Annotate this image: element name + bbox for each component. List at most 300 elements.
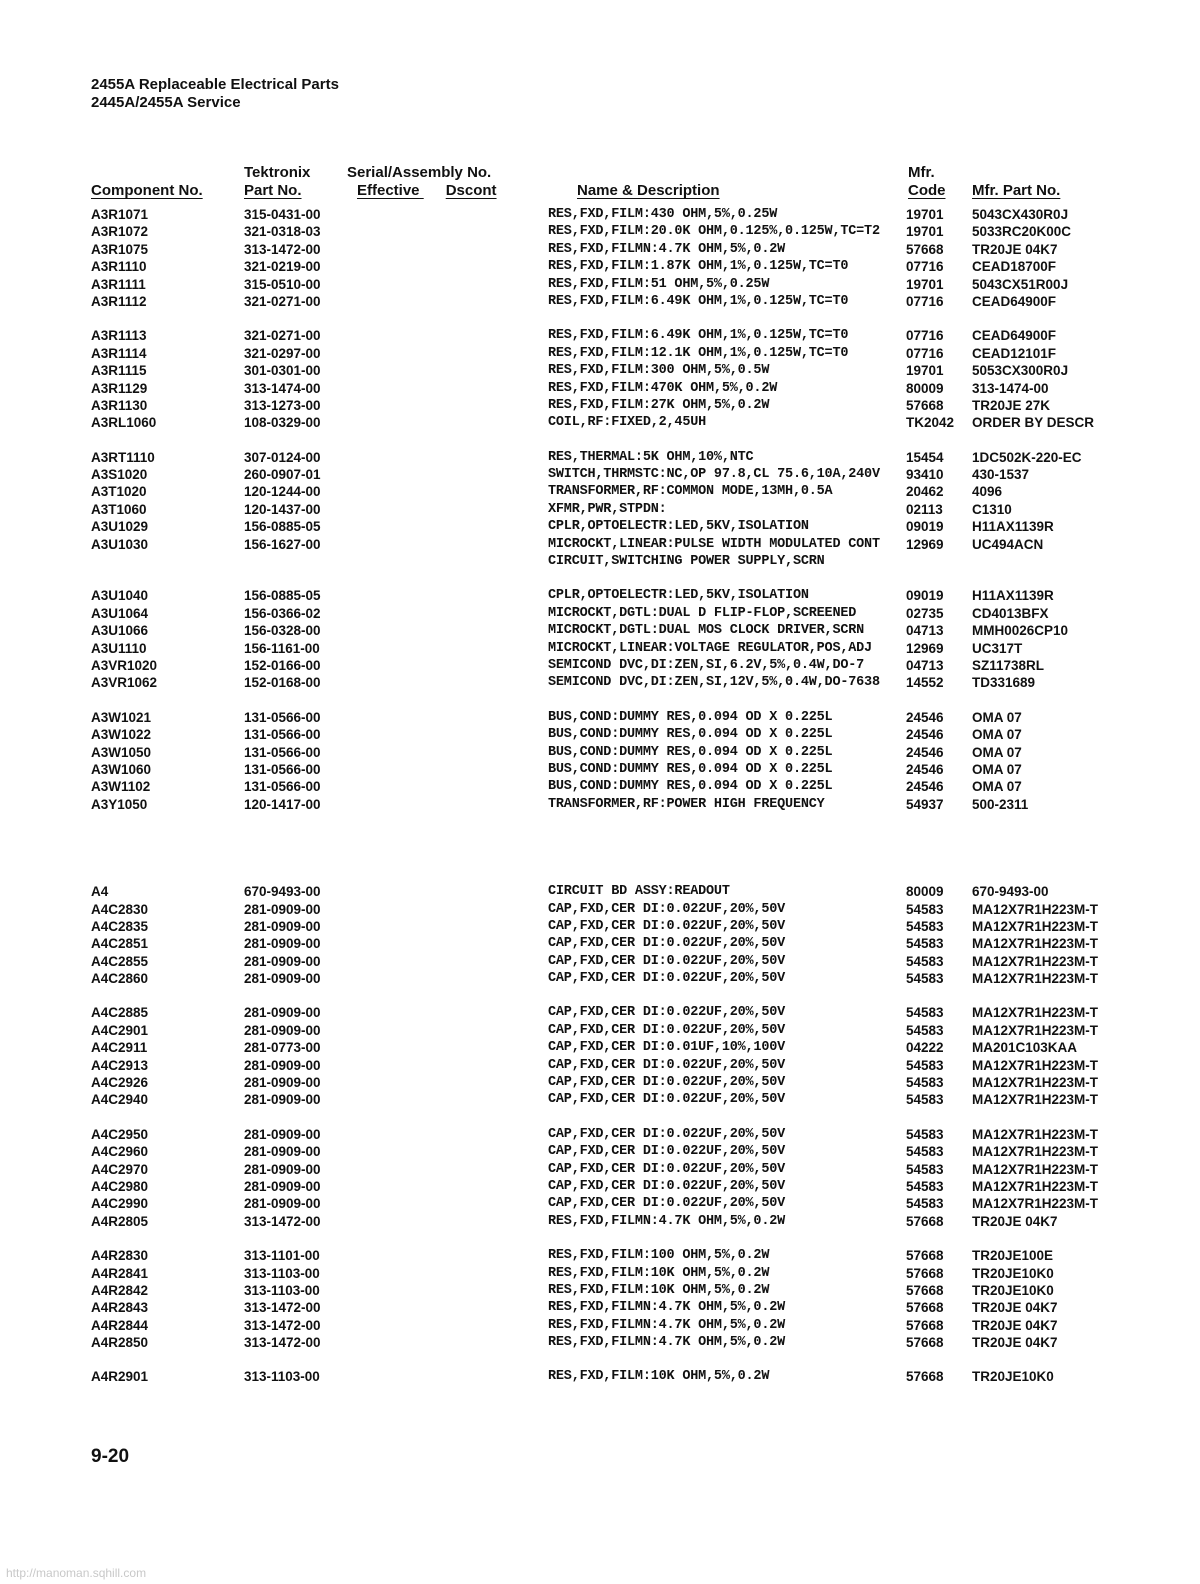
part-description: CAP,FXD,CER DI:0.022UF,20%,50V [548,1005,786,1021]
part-description: CAP,FXD,CER DI:0.022UF,20%,50V [548,1075,786,1091]
table-row [0,1335,1200,1352]
mfr-code: 04222 [906,1040,944,1056]
mfr-code: 54583 [906,918,944,934]
table-row [0,641,1200,658]
table-row [0,1266,1200,1283]
component-number: A3U1029 [91,519,149,535]
mfr-part-number: CEAD12101F [972,345,1057,361]
table-row [0,1023,1200,1040]
component-number: A3RT1110 [91,449,155,465]
tektronix-part-number: 281-0909-00 [244,1144,321,1160]
table-row [0,919,1200,936]
part-description: RES,FXD,FILM:27K OHM,5%,0.2W [548,397,770,413]
part-description: SEMICOND DVC,DI:ZEN,SI,12V,5%,0.4W,DO-7638 [548,675,880,691]
tektronix-part-number: 281-0909-00 [244,1022,321,1038]
component-number: A3R1072 [91,224,149,240]
part-description: BUS,COND:DUMMY RES,0.094 OD X 0.225L [548,709,833,725]
tektronix-part-number: 108-0329-00 [244,415,321,431]
table-row [0,884,1200,901]
mfr-code: 19701 [906,207,944,222]
tektronix-part-number: 260-0907-01 [244,467,321,483]
tektronix-part-number: 281-0909-00 [244,1196,321,1212]
table-row [0,1005,1200,1022]
mfr-code: 02113 [906,501,943,517]
mfr-code: 04713 [906,657,944,673]
table-row [0,658,1200,675]
mfr-part-number: 5043CX430R0J [972,207,1069,222]
mfr-part-number: UC317T [972,640,1023,656]
table-row [0,1092,1200,1109]
component-number: A3W1060 [91,761,152,777]
tektronix-part-number: 281-0909-00 [244,1005,321,1021]
table-row [0,1214,1200,1231]
table-row [0,242,1200,259]
part-description: CAP,FXD,CER DI:0.022UF,20%,50V [548,1144,786,1160]
part-description: RES,THERMAL:5K OHM,10%,NTC [548,449,754,465]
part-description: MICROCKT,LINEAR:PULSE WIDTH MODULATED CONT [548,536,880,552]
mfr-part-number: SZ11738RL [972,657,1045,673]
mfr-part-number: 313-1474-00 [972,380,1049,396]
page-header [91,76,339,112]
part-description: CAP,FXD,CER DI:0.01UF,10%,100V [548,1040,786,1056]
mfr-code: 57668 [906,1335,944,1351]
tektronix-part-number: 315-0510-00 [244,276,321,292]
component-number: A3R1110 [91,259,147,275]
table-row [0,1369,1200,1386]
tektronix-part-number: 156-0885-05 [244,588,321,604]
component-number: A3W1102 [91,779,151,795]
mfr-part-number: MA12X7R1H223M-T [972,1161,1099,1177]
table-row [0,971,1200,988]
mfr-part-number: TR20JE 04K7 [972,241,1058,257]
part-description: CIRCUIT,SWITCHING POWER SUPPLY,SCRN [548,554,825,570]
part-description: SEMICOND DVC,DI:ZEN,SI,6.2V,5%,0.4W,DO-7 [548,657,865,673]
tektronix-part-number: 313-1472-00 [244,1300,321,1316]
mfr-part-number: TR20JE10K0 [972,1369,1054,1385]
table-row [0,745,1200,762]
mfr-code: 54583 [906,1196,944,1212]
component-number: A3R1115 [91,363,147,379]
mfr-part-number: CEAD64900F [972,293,1057,309]
mfr-part-number: TR20JE10K0 [972,1282,1054,1298]
component-number: A4R2841 [91,1265,149,1281]
mfr-part-number: H11AX1139R [972,519,1054,535]
mfr-part-number: 5053CX300R0J [972,363,1069,379]
part-description: RES,FXD,FILMN:4.7K OHM,5%,0.2W [548,1317,786,1333]
mfr-part-number: OMA 07 [972,761,1022,777]
tektronix-part-number: 321-0219-00 [244,259,321,275]
mfr-part-number: 4096 [972,484,1003,500]
component-number: A4 [91,884,109,900]
tektronix-part-number: 281-0909-00 [244,1126,321,1142]
part-description: CPLR,OPTOELECTR:LED,5KV,ISOLATION [548,519,809,535]
mfr-part-number: MA12X7R1H223M-T [972,1022,1099,1038]
tektronix-part-number: 281-0909-00 [244,971,321,987]
mfr-code: 57668 [906,397,944,413]
mfr-code: 24546 [906,744,944,760]
component-number: A4C2911 [91,1040,148,1056]
part-description: CAP,FXD,CER DI:0.022UF,20%,50V [548,901,786,917]
part-description: RES,FXD,FILM:470K OHM,5%,0.2W [548,380,778,396]
mfr-part-number: TR20JE100E [972,1248,1054,1264]
component-number: A3VR1062 [91,675,158,691]
mfr-code: 80009 [906,380,944,396]
tektronix-part-number: 313-1472-00 [244,1213,321,1229]
mfr-part-number: 500-2311 [972,796,1029,812]
component-number: A4C2851 [91,936,149,952]
table-row [0,467,1200,484]
mfr-part-number: TD331689 [972,675,1036,691]
document-subtitle: 2445A/2455A Service [91,94,241,111]
component-number: A4R2901 [91,1369,149,1385]
table-row [0,363,1200,380]
part-description: CAP,FXD,CER DI:0.022UF,20%,50V [548,1092,786,1108]
column-header-effective: Effective [357,182,420,199]
mfr-part-number: OMA 07 [972,709,1022,725]
part-description: RES,FXD,FILM:1.87K OHM,1%,0.125W,TC=T0 [548,259,849,275]
tektronix-part-number: 156-0328-00 [244,623,321,639]
mfr-part-number: MA12X7R1H223M-T [972,1196,1099,1212]
mfr-part-number: 430-1537 [972,467,1030,483]
component-number: A3W1021 [91,709,152,725]
component-number: A4C2913 [91,1057,149,1073]
mfr-part-number: MA12X7R1H223M-T [972,1178,1099,1194]
mfr-code: 57668 [906,1213,944,1229]
component-number: A3R1129 [91,380,148,396]
component-number: A4C2980 [91,1178,149,1194]
component-number: A4C2950 [91,1126,149,1142]
tektronix-part-number: 313-1103-00 [244,1265,320,1281]
part-description: BUS,COND:DUMMY RES,0.094 OD X 0.225L [548,744,833,760]
mfr-code: 80009 [906,884,944,900]
component-number: A3U1066 [91,623,149,639]
column-header-description: Name & Description [577,182,720,199]
mfr-part-number: OMA 07 [972,727,1022,743]
column-header-dscont: Dscont [445,182,497,199]
mfr-code: 07716 [906,293,944,309]
tektronix-part-number: 321-0318-03 [244,224,321,240]
table-row [0,346,1200,363]
part-description: RES,FXD,FILMN:4.7K OHM,5%,0.2W [548,1335,786,1351]
table-row [0,450,1200,467]
mfr-part-number: MA201C103KAA [972,1040,1078,1056]
component-number: A3U1040 [91,588,149,604]
tektronix-part-number: 281-0773-00 [244,1040,321,1056]
table-row [0,259,1200,276]
mfr-part-number: CEAD18700F [972,259,1057,275]
table-row [0,1196,1200,1213]
tektronix-part-number: 131-0566-00 [244,744,321,760]
mfr-part-number: MA12X7R1H223M-T [972,1057,1099,1073]
mfr-part-number: TR20JE 27K [972,397,1051,413]
table-row [0,519,1200,536]
table-row [0,294,1200,311]
mfr-code: 54583 [906,953,944,969]
mfr-code: TK2042 [906,415,955,431]
component-number: A4C2830 [91,901,149,917]
table-row [0,502,1200,519]
table-row [0,1058,1200,1075]
tektronix-part-number: 315-0431-00 [244,207,321,222]
component-number: A3S1020 [91,467,148,483]
mfr-code: 07716 [906,328,944,344]
mfr-part-number: MA12X7R1H223M-T [972,901,1099,917]
mfr-code: 54583 [906,936,944,952]
table-row [0,710,1200,727]
mfr-part-number: TR20JE10K0 [972,1265,1054,1281]
table-row [0,762,1200,779]
part-description: RES,FXD,FILM:300 OHM,5%,0.5W [548,363,770,379]
column-header-mfr-code: Mfr. Code [908,164,946,199]
table-row [0,537,1200,554]
mfr-part-number: TR20JE 04K7 [972,1300,1058,1316]
part-description: RES,FXD,FILM:10K OHM,5%,0.2W [548,1282,770,1298]
table-row [0,1127,1200,1144]
tektronix-part-number: 120-1437-00 [244,501,321,517]
tektronix-part-number: 152-0168-00 [244,675,321,691]
mfr-part-number: 1DC502K-220-EC [972,449,1082,465]
mfr-part-number: MA12X7R1H223M-T [972,1005,1099,1021]
part-description: BUS,COND:DUMMY RES,0.094 OD X 0.225L [548,761,833,777]
tektronix-part-number: 281-0909-00 [244,1178,321,1194]
mfr-code: 09019 [906,588,944,604]
component-number: A3U1030 [91,536,149,552]
part-description: RES,FXD,FILM:10K OHM,5%,0.2W [548,1265,770,1281]
mfr-part-number: 5033RC20K00C [972,224,1072,240]
mfr-code: 04713 [906,623,944,639]
part-description: RES,FXD,FILM:6.49K OHM,1%,0.125W,TC=T0 [548,328,849,344]
table-row [0,1283,1200,1300]
tektronix-part-number: 156-0366-02 [244,605,321,621]
mfr-code: 54583 [906,1178,944,1194]
table-row [0,381,1200,398]
mfr-part-number: 670-9493-00 [972,884,1049,900]
column-header-tektronix-part: Tektronix Part No. [244,164,311,199]
part-description: XFMR,PWR,STPDN: [548,501,667,517]
table-row [0,1300,1200,1317]
component-number: A3R1071 [91,207,149,222]
part-description: RES,FXD,FILM:10K OHM,5%,0.2W [548,1369,770,1385]
table-row [0,779,1200,796]
part-description: BUS,COND:DUMMY RES,0.094 OD X 0.225L [548,779,833,795]
tektronix-part-number: 313-1103-00 [244,1369,320,1385]
part-description: BUS,COND:DUMMY RES,0.094 OD X 0.225L [548,727,833,743]
mfr-code: 02735 [906,605,944,621]
tektronix-part-number: 281-0909-00 [244,1092,321,1108]
mfr-part-number: MA12X7R1H223M-T [972,918,1099,934]
mfr-code: 54583 [906,1005,944,1021]
mfr-code: 57668 [906,1369,944,1385]
mfr-code: 57668 [906,241,944,257]
mfr-code: 54583 [906,1092,944,1108]
tektronix-part-number: 313-1273-00 [244,397,321,413]
part-description: CAP,FXD,CER DI:0.022UF,20%,50V [548,936,786,952]
tektronix-part-number: 120-1417-00 [244,796,321,812]
component-number: A4C2860 [91,971,149,987]
mfr-code: 54937 [906,796,944,812]
tektronix-part-number: 281-0909-00 [244,953,321,969]
tektronix-part-number: 120-1244-00 [244,484,321,500]
mfr-code: 54583 [906,1075,944,1091]
component-number: A4C2990 [91,1196,149,1212]
part-description: CIRCUIT BD ASSY:READOUT [548,884,730,900]
column-header-component: Component No. [91,182,203,199]
mfr-part-number: H11AX1139R [972,588,1054,604]
component-number: A4C2940 [91,1092,149,1108]
part-description: RES,FXD,FILM:51 OHM,5%,0.25W [548,276,770,292]
mfr-part-number: MA12X7R1H223M-T [972,1092,1099,1108]
part-description: RES,FXD,FILMN:4.7K OHM,5%,0.2W [548,1213,786,1229]
part-description: TRANSFORMER,RF:COMMON MODE,13MH,0.5A [548,484,833,500]
component-number: A3W1050 [91,744,152,760]
component-number: A4C2901 [91,1022,149,1038]
tektronix-part-number: 281-0909-00 [244,1057,321,1073]
table-row [0,1179,1200,1196]
mfr-part-number: MA12X7R1H223M-T [972,1075,1099,1091]
table-row [0,727,1200,744]
tektronix-part-number: 156-1161-00 [244,640,320,656]
component-number: A4R2830 [91,1248,149,1264]
tektronix-part-number: 670-9493-00 [244,884,321,900]
component-number: A3T1020 [91,484,147,500]
component-number: A4R2844 [91,1317,149,1333]
mfr-code: 54583 [906,1161,944,1177]
part-description: RES,FXD,FILMN:4.7K OHM,5%,0.2W [548,1300,786,1316]
mfr-code: 54583 [906,901,944,917]
table-row [0,1075,1200,1092]
part-description: CAP,FXD,CER DI:0.022UF,20%,50V [548,1057,786,1073]
mfr-code: 09019 [906,519,944,535]
component-number: A3R1114 [91,345,147,361]
mfr-code: 24546 [906,761,944,777]
mfr-part-number: CEAD64900F [972,328,1057,344]
tektronix-part-number: 152-0166-00 [244,657,321,673]
table-row [0,954,1200,971]
mfr-part-number: MA12X7R1H223M-T [972,971,1099,987]
tektronix-part-number: 281-0909-00 [244,1161,321,1177]
component-number: A3T1060 [91,501,147,517]
tektronix-part-number: 321-0271-00 [244,328,321,344]
tektronix-part-number: 131-0566-00 [244,761,321,777]
part-description: CAP,FXD,CER DI:0.022UF,20%,50V [548,1161,786,1177]
mfr-code: 57668 [906,1265,944,1281]
part-description: RES,FXD,FILM:6.49K OHM,1%,0.125W,TC=T0 [548,293,849,309]
column-header-serial: Serial/Assembly No. Effective Dscont [347,164,497,199]
tektronix-part-number: 313-1472-00 [244,1335,321,1351]
mfr-part-number: TR20JE 04K7 [972,1317,1058,1333]
mfr-code: 57668 [906,1282,944,1298]
table-row [0,207,1200,224]
mfr-code: 20462 [906,484,944,500]
mfr-code: 57668 [906,1248,944,1264]
tektronix-part-number: 281-0909-00 [244,918,321,934]
component-number: A4R2850 [91,1335,149,1351]
component-number: A3RL1060 [91,415,157,431]
part-description: COIL,RF:FIXED,2,45UH [548,415,707,431]
component-number: A4C2885 [91,1005,149,1021]
table-row [0,797,1200,814]
mfr-code: 19701 [906,224,944,240]
mfr-part-number: ORDER BY DESCR [972,415,1095,431]
component-number: A3U1110 [91,640,147,656]
part-description: MICROCKT,LINEAR:VOLTAGE REGULATOR,POS,ADJ [548,640,872,656]
mfr-code: 19701 [906,363,944,379]
mfr-part-number: C1310 [972,501,1012,517]
mfr-code: 57668 [906,1300,944,1316]
table-row [0,277,1200,294]
mfr-code: 54583 [906,1022,944,1038]
table-row [0,415,1200,432]
tektronix-part-number: 313-1472-00 [244,241,321,257]
mfr-part-number: MA12X7R1H223M-T [972,936,1099,952]
document-title: 2455A Replaceable Electrical Parts [91,76,339,93]
table-row [0,328,1200,345]
tektronix-part-number: 313-1103-00 [244,1282,320,1298]
part-description: RES,FXD,FILM:12.1K OHM,1%,0.125W,TC=T0 [548,345,849,361]
tektronix-part-number: 131-0566-00 [244,727,321,743]
tektronix-part-number: 321-0271-00 [244,293,321,309]
table-row [0,398,1200,415]
mfr-part-number: 5043CX51R00J [972,276,1069,292]
tektronix-part-number: 131-0566-00 [244,709,321,725]
table-row [0,484,1200,501]
component-number: A3R1112 [91,293,147,309]
component-number: A3VR1020 [91,657,158,673]
mfr-code: 54583 [906,1126,944,1142]
mfr-code: 24546 [906,779,944,795]
mfr-part-number: MA12X7R1H223M-T [972,1144,1099,1160]
component-number: A4C2855 [91,953,149,969]
part-description: RES,FXD,FILMN:4.7K OHM,5%,0.2W [548,241,786,257]
part-description: CAP,FXD,CER DI:0.022UF,20%,50V [548,1126,786,1142]
mfr-code: 19701 [906,276,944,292]
component-number: A4R2805 [91,1213,149,1229]
mfr-part-number: TR20JE 04K7 [972,1335,1058,1351]
mfr-code: 15454 [906,449,944,465]
part-description: RES,FXD,FILM:100 OHM,5%,0.2W [548,1248,770,1264]
part-description: CAP,FXD,CER DI:0.022UF,20%,50V [548,1178,786,1194]
tektronix-part-number: 301-0301-00 [244,363,321,379]
tektronix-part-number: 313-1474-00 [244,380,321,396]
tektronix-part-number: 156-1627-00 [244,536,321,552]
tektronix-part-number: 281-0909-00 [244,1075,321,1091]
component-number: A4C2926 [91,1075,149,1091]
component-number: A3R1130 [91,397,148,413]
table-row [0,1248,1200,1265]
part-description: CPLR,OPTOELECTR:LED,5KV,ISOLATION [548,588,809,604]
table-row [0,1318,1200,1335]
component-number: A3U1064 [91,605,149,621]
mfr-code: 07716 [906,345,944,361]
mfr-code: 54583 [906,971,944,987]
table-row [0,902,1200,919]
part-description: RES,FXD,FILM:20.0K OHM,0.125%,0.125W,TC=T2 [548,224,880,240]
table-row [0,675,1200,692]
mfr-part-number: TR20JE 04K7 [972,1213,1058,1229]
column-header-mfr-part: Mfr. Part No. [972,182,1061,199]
component-number: A4C2970 [91,1161,149,1177]
table-row-continuation [0,554,1200,571]
tektronix-part-number: 281-0909-00 [244,901,321,917]
parts-table [0,207,1200,1387]
part-description: SWITCH,THRMSTC:NC,OP 97.8,CL 75.6,10A,240V [548,467,880,483]
tektronix-part-number: 281-0909-00 [244,936,321,952]
part-description: CAP,FXD,CER DI:0.022UF,20%,50V [548,1196,786,1212]
table-row [0,588,1200,605]
component-number: A3R1111 [91,276,146,292]
mfr-code: 24546 [906,727,944,743]
component-number: A3R1113 [91,328,147,344]
